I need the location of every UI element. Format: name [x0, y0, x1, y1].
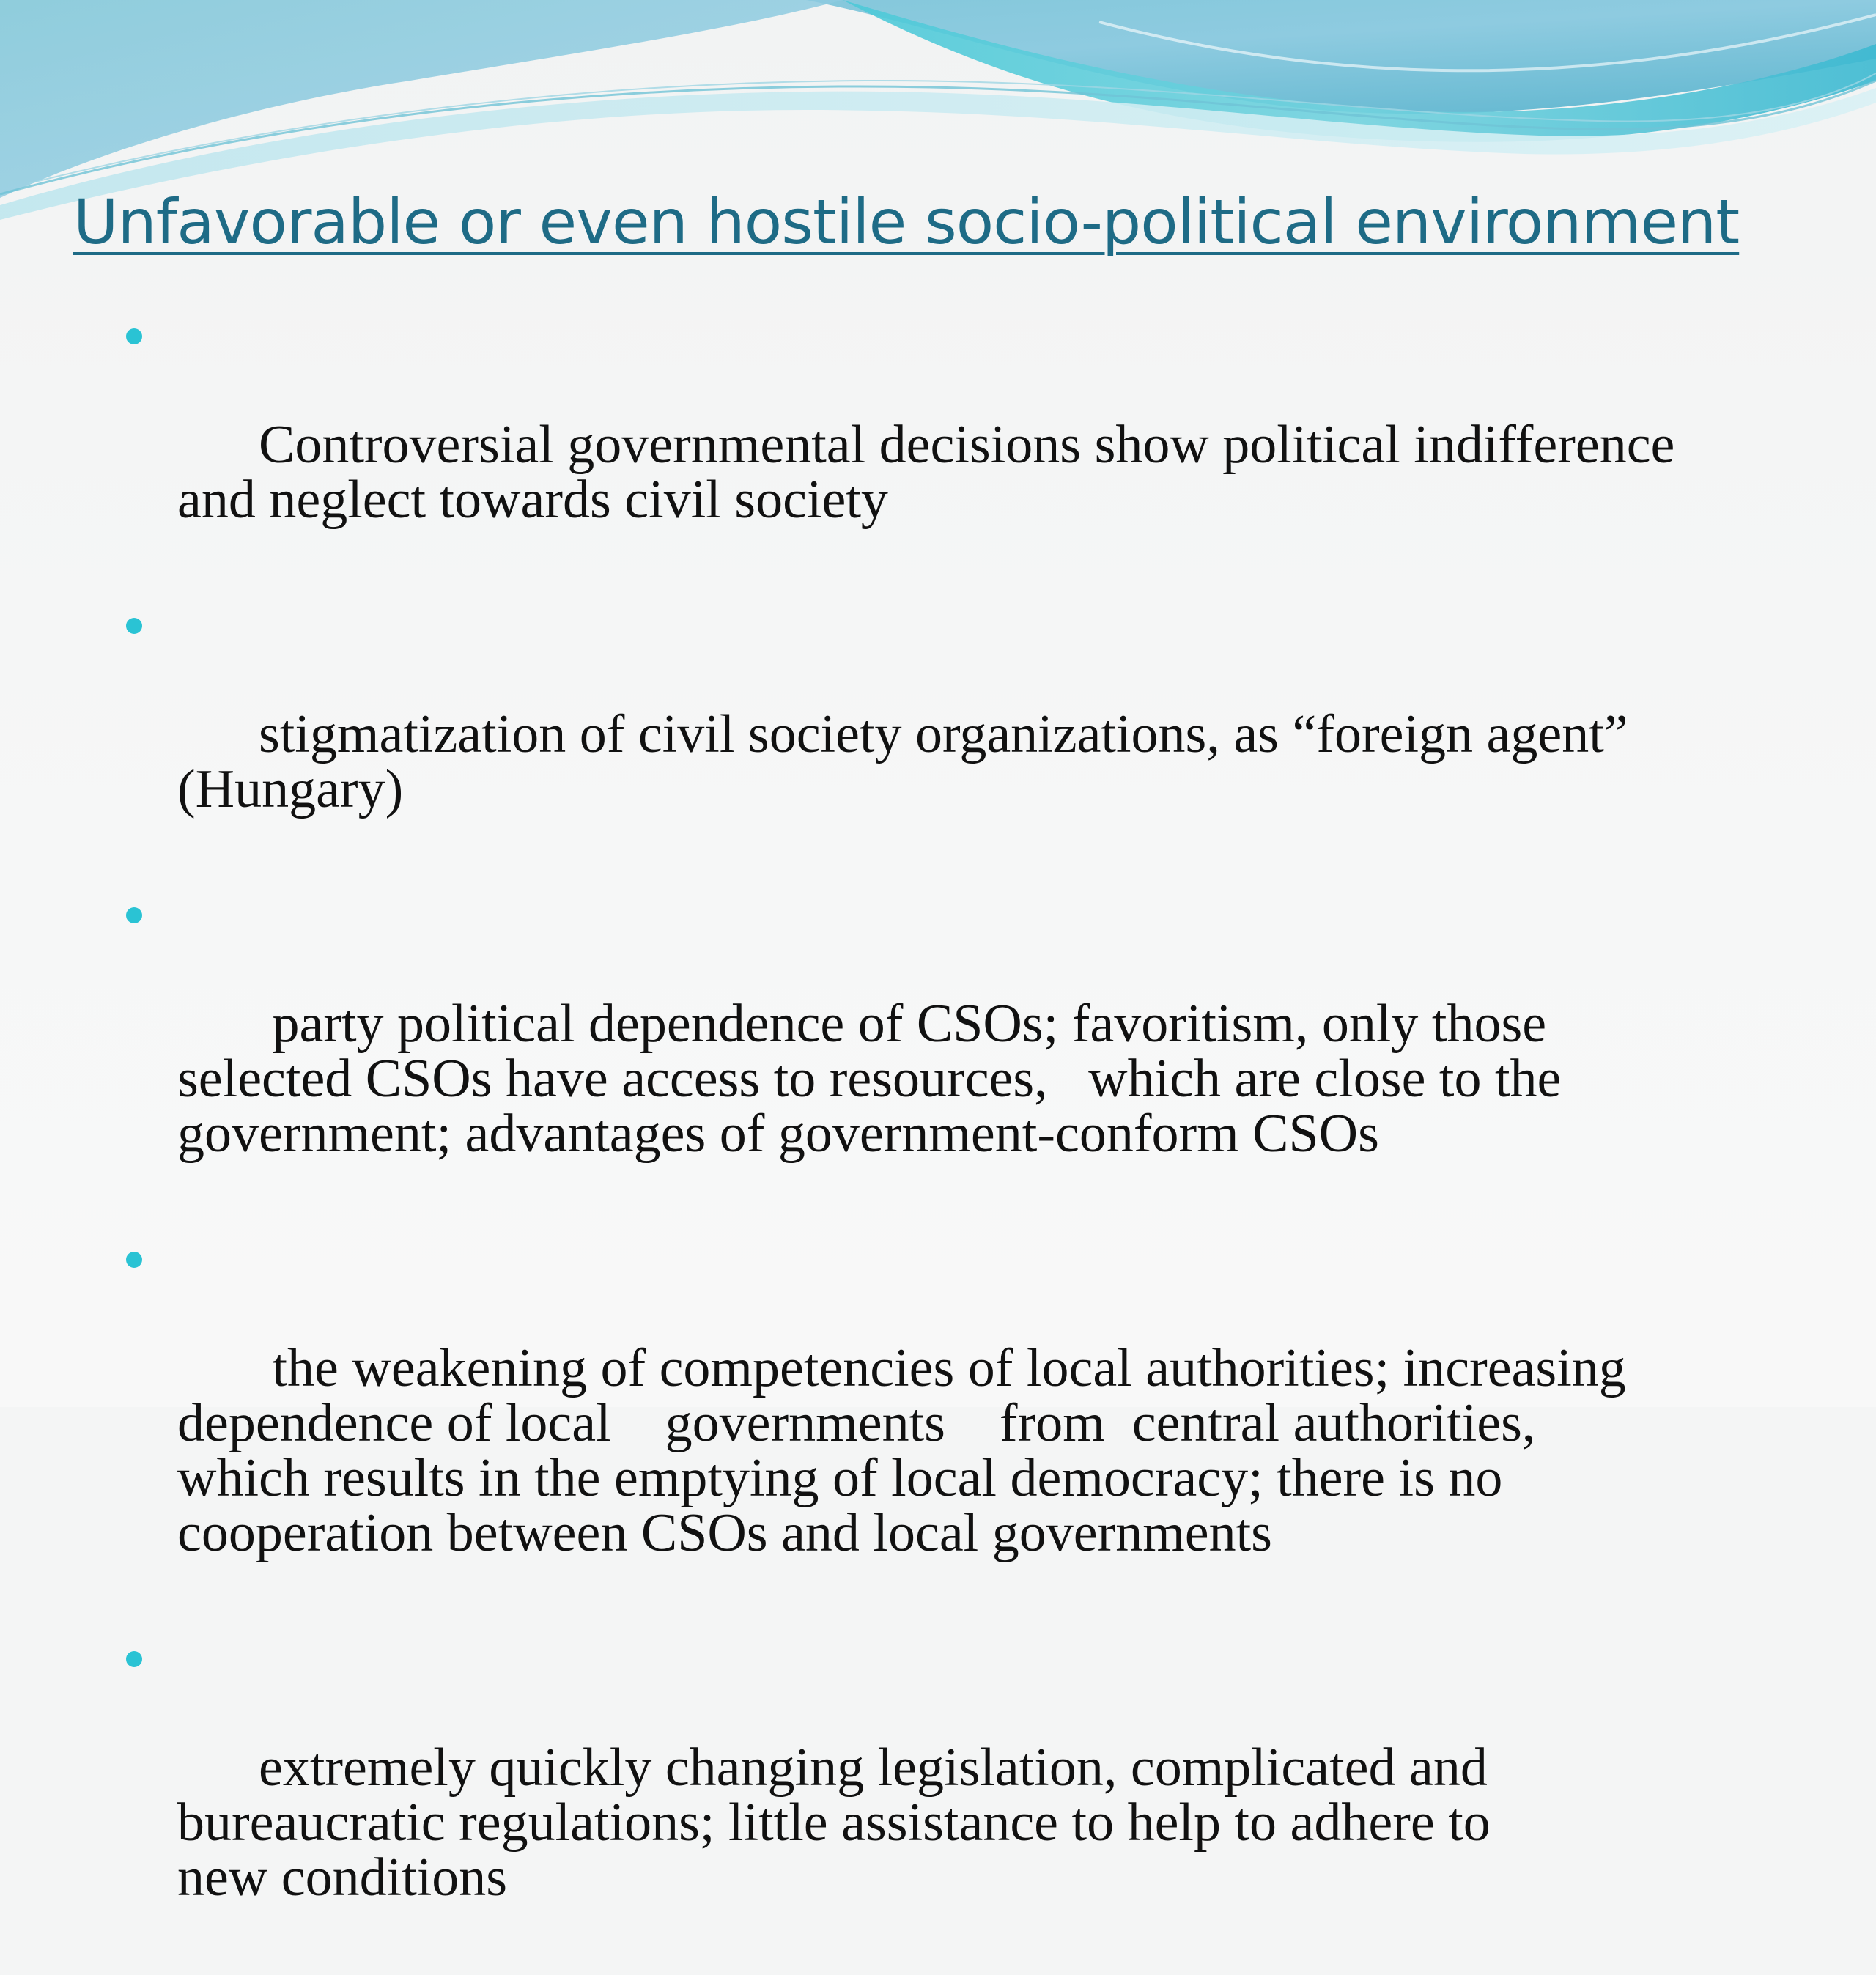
- bullet-dot-icon: [126, 1651, 142, 1667]
- bullet-dot-icon: [126, 1252, 142, 1268]
- bullet-item: [120, 1631, 1776, 1960]
- bullet-list: [120, 308, 1776, 1975]
- bullet-text: stigmatization of civil society organizations, as “foreign agent” (Hungary): [177, 704, 1628, 819]
- bullet-item: [120, 887, 1776, 1217]
- bullet-text: party political dependence of CSOs; favoritism, only those selected CSOs have access to resources, which are close to the government; advantages of government-conform CSOs: [177, 994, 1562, 1164]
- bullet-item: [120, 1231, 1776, 1616]
- bullet-item: [120, 597, 1776, 872]
- bullet-dot-icon: [126, 328, 142, 344]
- bullet-text: extremely quickly changing legislation, complicated and bureaucratic regulations; little assistance to help to adhere to new conditions: [177, 1738, 1491, 1908]
- bullet-dot-icon: [126, 618, 142, 634]
- bullet-text: the weakening of competencies of local authorities; increasing dependence of local governments from central authorities, which results in the emptying of local democracy; there is no cooperation between CSOs and local governments: [177, 1338, 1626, 1563]
- bullet-text: Controversial governmental decisions show political indifference and neglect towards civil society: [177, 415, 1675, 530]
- slide-title: Unfavorable or even hostile socio-political environment: [73, 186, 1740, 258]
- bullet-item: [120, 308, 1776, 583]
- bullet-dot-icon: [126, 907, 142, 923]
